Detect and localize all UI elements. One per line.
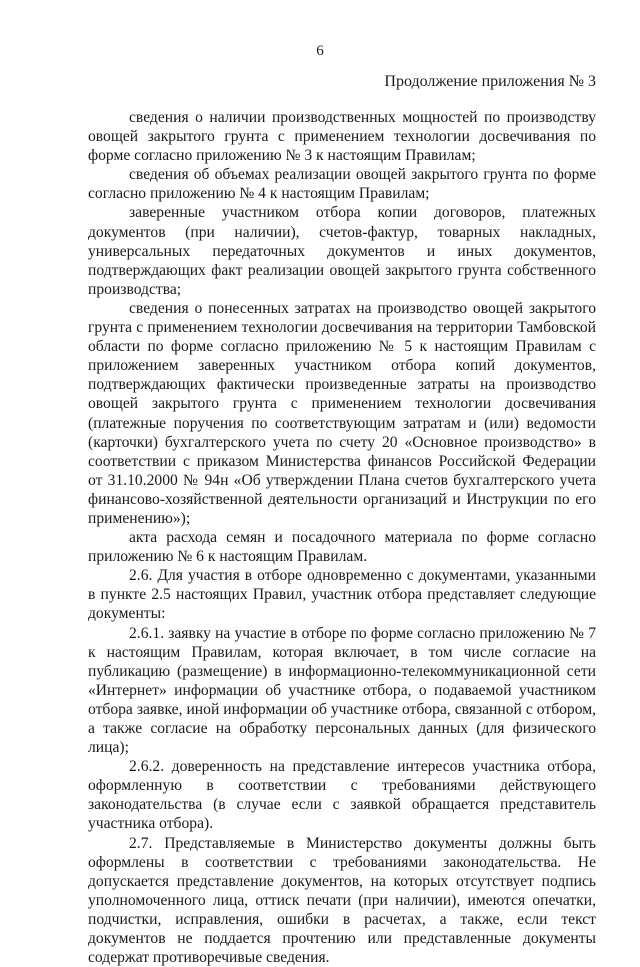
- appendix-continuation-heading: Продолжение приложения № 3: [384, 73, 596, 90]
- paragraph-seed-act: акта расхода семян и посадочного материала по форме согласно приложению № 6 к настоящим Правилам.: [88, 529, 596, 566]
- document-body: [88, 108, 596, 967]
- paragraph-sales-documents: заверенные участником отбора копии договоров, платежных документов (при наличии), счетов-фактур, товарных накладных, универсальных передаточных документов и иных документов, подтверждающих факт реализации овощей закрытого грунта собственного производства;: [88, 204, 596, 298]
- paragraph-sales-volume: сведения об объемах реализации овощей закрытого грунта по форме согласно приложению № 4 к настоящим Правилам;: [88, 166, 596, 203]
- paragraph-2-7: 2.7. Представляемые в Министерство документы должны быть оформлены в соответствии с требованиями законодательства. Не допускается представление документов, на которых отсутствует подпись уполномоченного лица, оттиск печати (при наличии), имеются опечатки, подчистки, исправления, ошибки в расчетах, а также, если текст документов не поддается прочтению или представленные документы содержат противоречивые сведения.: [88, 834, 596, 967]
- paragraph-2-6-2: 2.6.2. доверенность на представление интересов участника отбора, оформленную в соответствии с требованиями действующего законодательства (в случае если с заявкой обращается представитель участника отбора).: [88, 758, 596, 833]
- page-number: 6: [316, 43, 324, 59]
- paragraph-costs-info: сведения о понесенных затратах на производство овощей закрытого грунта с применением технологии досвечивания на территории Тамбовской области по форме согласно приложению № 5 к настоящим Правилам с приложением заверенных участником отбора копий документов, подтверждающих фактически произведенные затраты на производство овощей закрытого грунта с применением технологии досвечивания (платежные поручения по соответствующим затратам и (или) ведомости (карточки) бухгалтерского учета по счету 20 «Основное производство» в соответствии с приказом Министерства финансов Российской Федерации от 31.10.2000 № 94н «Об утверждении Плана счетов бухгалтерского учета финансово-хозяйственной деятельности организаций и Инструкции по его применению»);: [88, 299, 596, 527]
- paragraph-2-6-1: 2.6.1. заявку на участие в отборе по форме согласно приложению № 7 к настоящим Правилам, которая включает, в том числе согласие на публикацию (размещение) в информационно-телекоммуникационной сети «Интернет» информации об участнике отбора, о подаваемой участником отбора заявке, иной информации об участнике отбора, связанной с отбором, а также согласие на обработку персональных данных (для физического лица);: [88, 624, 596, 757]
- paragraph-capacity-info: сведения о наличии производственных мощностей по производству овощей закрытого грунта с применением технологии досвечивания по форме согласно приложению № 3 к настоящим Правилам;: [88, 109, 596, 165]
- paragraph-2-6: 2.6. Для участия в отборе одновременно с документами, указанными в пункте 2.5 настоящих Правил, участник отбора представляет следующие документы:: [88, 567, 596, 623]
